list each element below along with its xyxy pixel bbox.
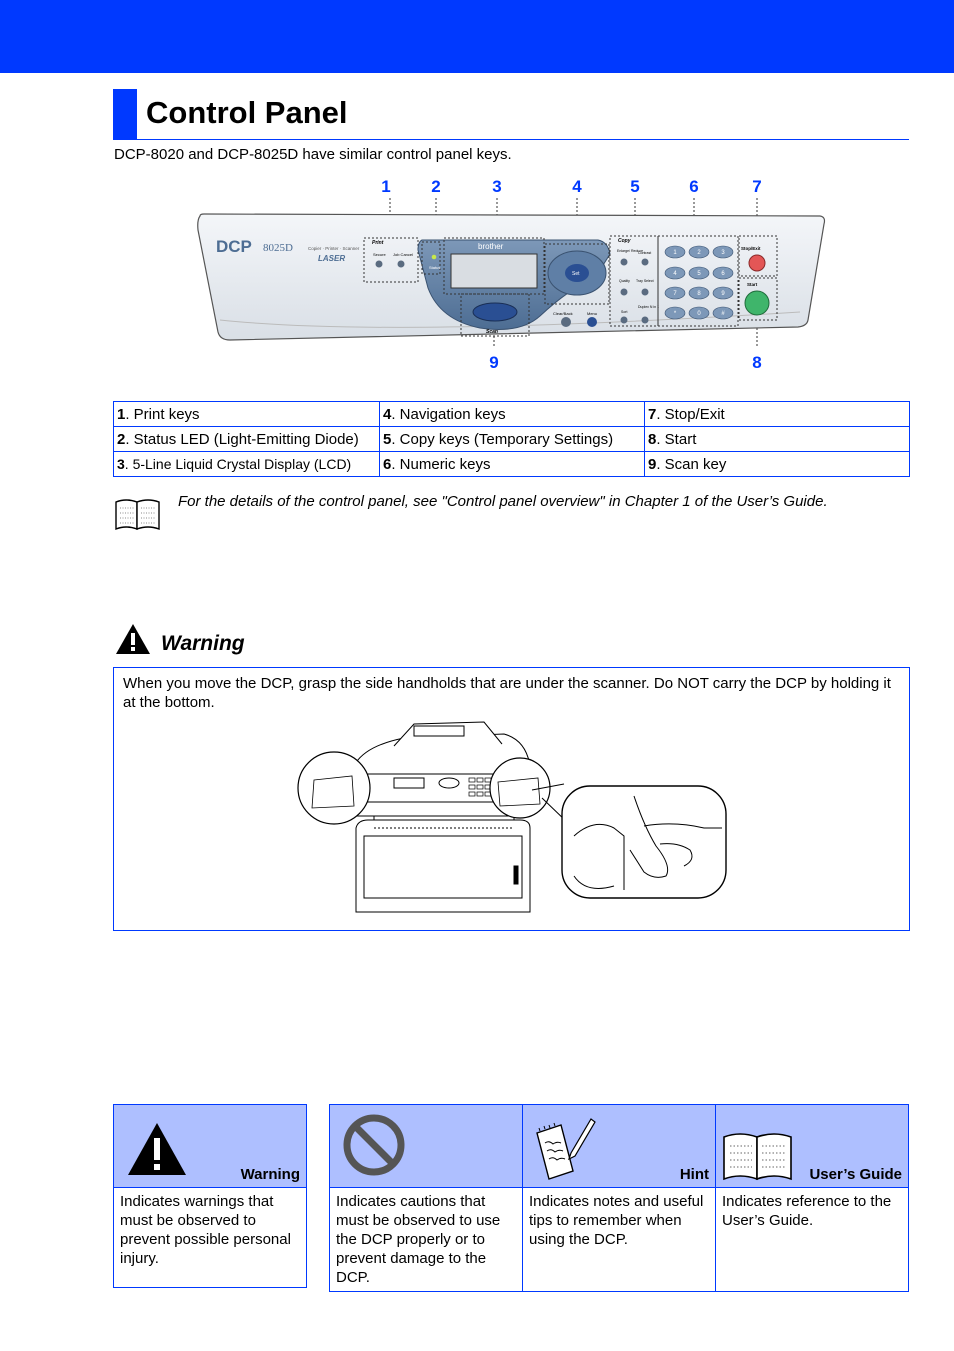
start-key[interactable] bbox=[745, 291, 769, 315]
key-number: 4 bbox=[383, 405, 392, 423]
numeric-key-9-label: 9 bbox=[721, 291, 725, 297]
warning-title: Warning bbox=[161, 632, 245, 655]
numeric-key-4-label: 4 bbox=[673, 271, 677, 277]
callout-4: 4 bbox=[572, 177, 582, 196]
key-number: 3 bbox=[117, 456, 125, 472]
title-marker bbox=[113, 89, 137, 139]
legend-label: Hint bbox=[679, 1166, 709, 1183]
callout-3: 3 bbox=[492, 177, 502, 196]
numeric-key-hash-label: # bbox=[721, 311, 725, 317]
stop-exit-label: Stop/Exit bbox=[741, 246, 761, 251]
key-description: . Scan key bbox=[656, 455, 727, 473]
legend-description: Indicates warnings that must be observed to prevent possible personal injury. bbox=[114, 1188, 307, 1288]
intro-text: DCP-8020 and DCP-8025D have similar control panel keys. bbox=[114, 146, 512, 163]
legend-warning bbox=[113, 1104, 307, 1288]
model-logo: DCP bbox=[216, 237, 252, 256]
top-color-bar bbox=[0, 0, 954, 73]
key-description: . Print keys bbox=[125, 405, 200, 423]
key-description: . Status LED (Light-Emitting Diode) bbox=[125, 430, 359, 448]
start-label: Start bbox=[747, 282, 758, 287]
numeric-key-8-label: 8 bbox=[697, 291, 701, 297]
status-label: Status bbox=[429, 265, 441, 270]
dcp-carry-illustration bbox=[294, 716, 734, 916]
duplex-label: Duplex N in 1 bbox=[638, 305, 660, 309]
key-description: . Numeric keys bbox=[391, 455, 491, 473]
page-title: Control Panel bbox=[146, 95, 348, 130]
numeric-key-star-label: * bbox=[673, 311, 677, 317]
key-number: 1 bbox=[117, 405, 126, 423]
lcd-display bbox=[451, 254, 537, 288]
set-label: Set bbox=[572, 271, 580, 277]
callout-9: 9 bbox=[489, 353, 499, 372]
legend-label: User’s Guide bbox=[809, 1166, 902, 1183]
numeric-key-3-label: 3 bbox=[721, 250, 725, 256]
status-led bbox=[432, 255, 437, 260]
clear-back-label: Clear/Back bbox=[553, 311, 573, 316]
duplex-key[interactable] bbox=[642, 317, 649, 324]
numeric-key-7-label: 7 bbox=[673, 291, 677, 297]
callout-1: 1 bbox=[381, 177, 391, 196]
tray-select-label: Tray Select bbox=[636, 279, 654, 283]
reference-note: For the details of the control panel, see "Control panel overview" in Chapter 1 of the User’s Guide. bbox=[178, 493, 828, 510]
key-number: 2 bbox=[117, 430, 126, 448]
legend-description: Indicates notes and useful tips to remember when using the DCP. bbox=[523, 1188, 716, 1292]
legend-description: Indicates reference to the User’s Guide. bbox=[716, 1188, 909, 1292]
model-number: 8025D bbox=[263, 242, 293, 254]
quality-label: Quality bbox=[619, 279, 630, 283]
table-row bbox=[114, 452, 910, 477]
brand-logo: brother bbox=[478, 242, 504, 251]
secure-label: Secure bbox=[373, 252, 386, 257]
key-description: . Start bbox=[656, 430, 697, 448]
secure-key[interactable] bbox=[376, 261, 383, 268]
key-reference-table bbox=[113, 401, 910, 477]
users-guide-book-icon bbox=[114, 496, 162, 532]
numeric-key-0-label: 0 bbox=[697, 311, 701, 317]
callout-8: 8 bbox=[752, 353, 762, 372]
warning-box bbox=[113, 667, 910, 931]
clear-back-key[interactable] bbox=[561, 317, 571, 327]
menu-key[interactable] bbox=[587, 317, 597, 327]
title-block bbox=[113, 89, 909, 140]
laser-label: LASER bbox=[318, 254, 346, 263]
scan-key[interactable] bbox=[473, 303, 517, 321]
menu-label: Menu bbox=[587, 311, 598, 316]
enlarge-reduce-label: Enlarge/ Reduce bbox=[617, 249, 644, 253]
users-guide-book-icon bbox=[722, 1129, 794, 1183]
model-subtitle: Copier · Printer · Scanner bbox=[308, 246, 360, 251]
numeric-key-5-label: 5 bbox=[697, 271, 701, 277]
callout-2: 2 bbox=[431, 177, 441, 196]
key-description: . 5-Line Liquid Crystal Display (LCD) bbox=[124, 456, 352, 472]
numeric-key-2-label: 2 bbox=[697, 250, 701, 256]
warning-icon bbox=[126, 1121, 188, 1177]
tray-select-key[interactable] bbox=[642, 289, 649, 296]
numeric-key-1-label: 1 bbox=[673, 250, 677, 256]
legend-description: Indicates cautions that must be observed to use the DCP properly or to prevent damage to the DCP. bbox=[330, 1188, 523, 1292]
control-panel-illustration bbox=[190, 170, 830, 375]
legend-group bbox=[329, 1104, 909, 1292]
stop-exit-key[interactable] bbox=[749, 255, 765, 271]
job-cancel-key[interactable] bbox=[398, 261, 405, 268]
copy-group-label: Copy bbox=[618, 238, 631, 244]
key-number: 5 bbox=[383, 430, 392, 448]
key-description: . Copy keys (Temporary Settings) bbox=[391, 430, 614, 448]
callout-6: 6 bbox=[689, 177, 699, 196]
notepad-pencil-icon bbox=[531, 1113, 599, 1181]
table-row bbox=[114, 402, 910, 427]
warning-text: When you move the DCP, grasp the side handholds that are under the scanner. Do NOT carry the DCP by holding it at the bottom. bbox=[123, 675, 891, 711]
key-number: 7 bbox=[648, 405, 657, 423]
scan-label: Scan bbox=[486, 329, 498, 335]
callout-7: 7 bbox=[752, 177, 762, 196]
contrast-key[interactable] bbox=[642, 259, 649, 266]
key-description: . Navigation keys bbox=[391, 405, 506, 423]
table-row bbox=[114, 427, 910, 452]
numeric-key-6-label: 6 bbox=[721, 271, 725, 277]
quality-key[interactable] bbox=[621, 289, 628, 296]
legend-label: Warning bbox=[240, 1166, 300, 1183]
key-description: . Stop/Exit bbox=[656, 405, 725, 423]
contrast-label: Contrast bbox=[638, 251, 652, 255]
warning-icon bbox=[114, 622, 152, 656]
key-number: 9 bbox=[648, 455, 657, 473]
sort-key[interactable] bbox=[621, 317, 628, 324]
print-group-label: Print bbox=[372, 240, 384, 246]
job-cancel-label: Job Cancel bbox=[393, 252, 414, 257]
prohibited-icon bbox=[342, 1113, 406, 1177]
callout-5: 5 bbox=[630, 177, 640, 196]
sort-label: Sort bbox=[621, 310, 628, 314]
key-number: 8 bbox=[648, 430, 657, 448]
enlarge-reduce-key[interactable] bbox=[621, 259, 628, 266]
key-number: 6 bbox=[383, 455, 392, 473]
